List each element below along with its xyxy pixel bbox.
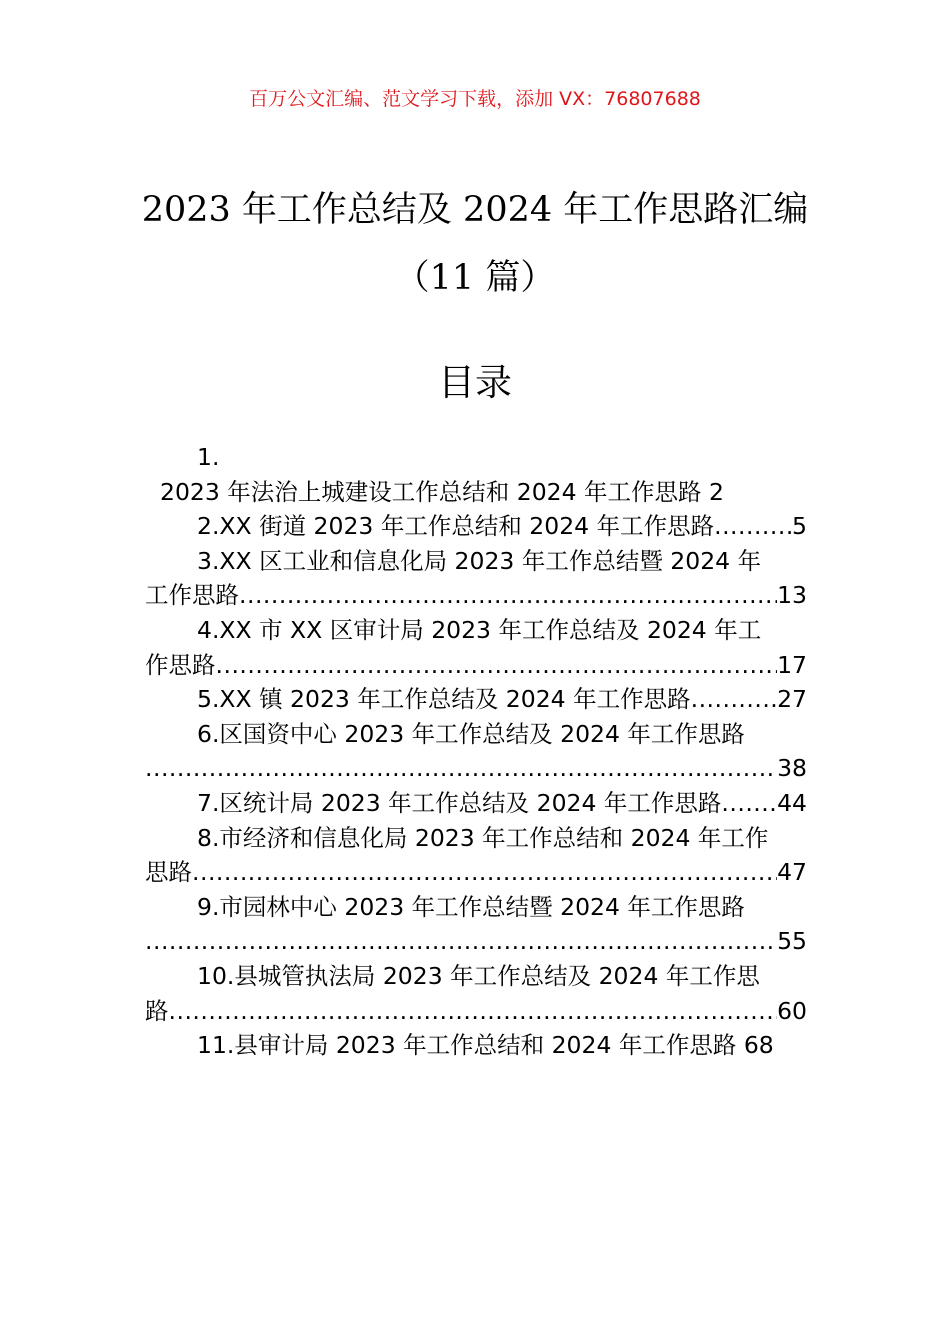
toc-item-3-line1[interactable]: 3.XX 区工业和信息化局 2023 年工作总结暨 2024 年 <box>197 546 762 575</box>
toc-item-5[interactable] <box>145 682 807 717</box>
toc-item-8-line2[interactable] <box>145 855 807 890</box>
toc-item-title: 工作思路 <box>145 581 239 610</box>
toc-item-10-line1[interactable]: 10.县城管执法局 2023 年工作总结及 2024 年工作思 <box>197 961 760 990</box>
toc-heading: 目录 <box>438 361 512 404</box>
toc-page-number: 60 <box>777 996 807 1025</box>
toc-item-9-line2[interactable] <box>145 924 807 959</box>
toc-item-title: 7.区统计局 2023 年工作总结及 2024 年工作思路 <box>197 788 722 817</box>
toc-page-number: 27 <box>777 685 807 714</box>
leader-dots <box>691 682 778 717</box>
leader-dots <box>216 648 778 683</box>
toc-item-1-number[interactable]: 1. <box>197 443 220 471</box>
toc-item-4-line1[interactable]: 4.XX 市 XX 区审计局 2023 年工作总结及 2024 年工 <box>197 615 762 644</box>
toc-item-8-line1[interactable]: 8.市经济和信息化局 2023 年工作总结和 2024 年工作 <box>197 823 769 852</box>
toc-page-number: 55 <box>777 927 807 956</box>
leader-dots <box>145 924 777 959</box>
leader-dots <box>169 994 778 1029</box>
toc-page-number: 44 <box>777 788 807 817</box>
table-of-contents <box>145 440 807 1063</box>
leader-dots <box>714 509 792 544</box>
toc-item-10-line2[interactable] <box>145 994 807 1029</box>
toc-item-4-line2[interactable] <box>145 648 807 683</box>
document-subtitle: （11 篇） <box>394 258 556 298</box>
toc-item-7[interactable] <box>145 786 807 821</box>
toc-item-1-title[interactable]: 2023 年法治上城建设工作总结和 2024 年工作思路 2 <box>160 477 724 506</box>
toc-page-number: 38 <box>777 754 807 783</box>
toc-page-number: 47 <box>777 858 807 887</box>
toc-item-6-line2[interactable] <box>145 751 807 786</box>
toc-item-title: 思路 <box>145 858 192 887</box>
leader-dots <box>721 786 777 821</box>
toc-item-title: 2.XX 街道 2023 年工作总结和 2024 年工作思路 <box>197 512 715 541</box>
toc-item-3-line2[interactable] <box>145 578 807 613</box>
toc-page-number: 13 <box>777 581 807 610</box>
toc-item-title: 作思路 <box>145 650 216 679</box>
toc-page-number: 5 <box>792 512 807 541</box>
leader-dots <box>145 751 777 786</box>
toc-item-6-line1[interactable]: 6.区国资中心 2023 年工作总结及 2024 年工作思路 <box>197 719 745 748</box>
document-title: 2023 年工作总结及 2024 年工作思路汇编 <box>141 190 809 230</box>
promo-header: 百万公文汇编、范文学习下载，添加 VX：76807688 <box>249 88 701 110</box>
toc-item-11[interactable]: 11.县审计局 2023 年工作总结和 2024 年工作思路 68 <box>197 1031 774 1060</box>
toc-item-title: 路 <box>145 996 169 1025</box>
toc-item-title: 5.XX 镇 2023 年工作总结及 2024 年工作思路 <box>197 685 691 714</box>
toc-item-9-line1[interactable]: 9.市园林中心 2023 年工作总结暨 2024 年工作思路 <box>197 892 745 921</box>
toc-page-number: 17 <box>777 650 807 679</box>
toc-item-2[interactable] <box>145 509 807 544</box>
leader-dots <box>192 855 777 890</box>
leader-dots <box>239 578 777 613</box>
